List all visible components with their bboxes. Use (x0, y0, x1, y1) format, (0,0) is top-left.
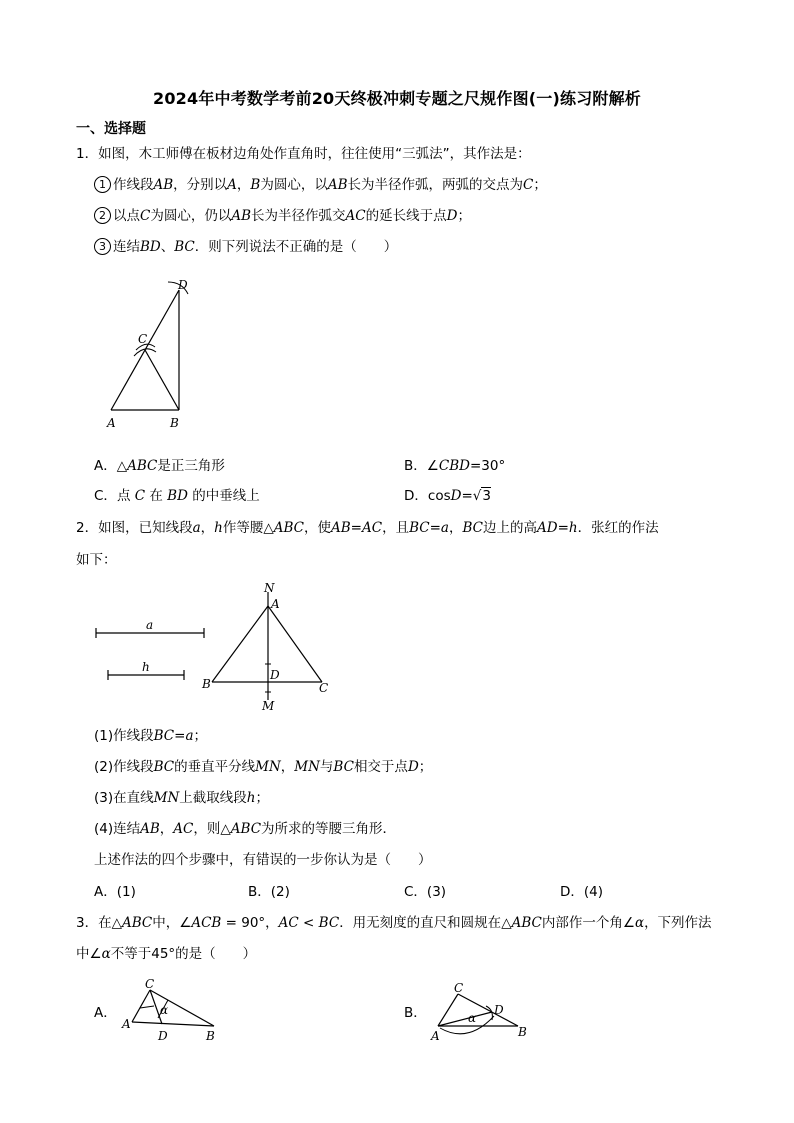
label-C: C (145, 977, 155, 991)
text: 连结 (113, 239, 140, 255)
text: 是正三角形 (157, 458, 225, 474)
q2-option-d[interactable]: D．(4) (560, 884, 604, 900)
text: 以点 (113, 208, 140, 224)
text: 作线段 (113, 728, 154, 744)
text: a (185, 728, 194, 744)
text: AB (231, 208, 252, 224)
text: ∠ (426, 458, 439, 474)
text: AC (361, 520, 383, 536)
label-A: A (122, 1017, 131, 1031)
option-key: D． (404, 488, 428, 504)
q3-option-b[interactable]: B． (404, 1005, 427, 1021)
text: B (250, 177, 261, 193)
text: ； (418, 759, 433, 775)
text: ABC (273, 520, 304, 536)
text: A (227, 177, 237, 193)
text: CBD (438, 458, 470, 474)
text: a (440, 520, 449, 536)
segment-AB (132, 1022, 214, 1026)
label-h: h (142, 660, 150, 674)
text: D (407, 759, 419, 775)
text: h (568, 520, 578, 536)
text: 内部作一个角∠ (541, 915, 635, 931)
text: ，分别以 (173, 177, 228, 193)
text: 连结 (113, 821, 141, 837)
step-marker: 1 (94, 176, 111, 193)
text: (3) (94, 790, 114, 806)
text: 的中垂线上 (187, 488, 260, 504)
text: △ABC (111, 915, 153, 931)
text: h (214, 520, 223, 536)
text: C (523, 177, 534, 193)
label-D: D (158, 1029, 168, 1043)
label-alpha: α (160, 1003, 169, 1017)
label-A: A (431, 1029, 440, 1043)
text: ．则下列说法不正确的是（ ） (194, 239, 398, 255)
text: D (446, 208, 458, 224)
label-B: B (170, 416, 179, 430)
page-title: 2024年中考数学考前20天终极冲刺专题之尺规作图(一)练习附解析 (152, 89, 642, 108)
text: ， (159, 821, 174, 837)
segment-AB (212, 606, 268, 682)
section-heading: 一、选择题 (76, 121, 146, 137)
text: cos (427, 488, 451, 504)
text: (2) (94, 759, 114, 775)
text: ．张红的作法 (577, 520, 659, 536)
text: BC (174, 239, 195, 255)
text: ； (457, 208, 471, 224)
label-C: C (319, 681, 329, 695)
label-B: B (202, 677, 211, 691)
text: 为圆心，仍以 (150, 208, 232, 224)
segment-AC (132, 990, 150, 1022)
text: 相交于点 (353, 759, 408, 775)
text: ， (280, 759, 295, 775)
option-key: B． (404, 458, 427, 474)
text: 在 (145, 488, 168, 504)
q1-step-2 (94, 206, 471, 226)
label-A: A (271, 597, 280, 611)
text: 作线段 (113, 759, 154, 775)
q3-number: 3． (76, 915, 99, 931)
label-D: D (494, 1003, 504, 1017)
text: △ (116, 458, 128, 474)
text: AB (140, 821, 160, 837)
text: α (101, 946, 111, 962)
text: BC (318, 915, 340, 931)
text: = (174, 728, 186, 744)
text: 如图，已知线段 (98, 520, 193, 536)
q3-figure-a (118, 978, 228, 1048)
text: BC (153, 728, 175, 744)
text: 上截取线段 (179, 790, 247, 806)
q1-stem-text: 如图，木工师傅在板材边角处作直角时，往往使用“三弧法”，其作法是： (98, 146, 531, 162)
text: ； (533, 177, 547, 193)
text: BD (167, 488, 188, 504)
q2-question: 上述作法的四个步骤中，有错误的一步你认为是（ ） (94, 852, 432, 868)
text: AB (327, 177, 348, 193)
text: ； (255, 790, 269, 806)
text: BC (462, 520, 483, 536)
q2-segments-figure (90, 615, 210, 695)
text: ，且 (382, 520, 410, 536)
text: AB (153, 177, 174, 193)
text: 在直线 (113, 790, 154, 806)
text: ACB (191, 915, 222, 931)
text: = 90°， (221, 915, 279, 931)
label-B: B (518, 1025, 527, 1039)
text: 中，∠ (152, 915, 192, 931)
text: AC (173, 821, 194, 837)
text: ，下列作法 (644, 915, 712, 931)
text: AC (345, 208, 366, 224)
q2-step-2 (94, 757, 432, 777)
text: ，使 (304, 520, 331, 536)
text: BC (409, 520, 430, 536)
q1-step-3 (94, 237, 397, 257)
q2-number: 2． (76, 520, 99, 536)
q1-option-d[interactable] (404, 486, 491, 506)
text: = (350, 520, 362, 536)
text: 与 (319, 759, 334, 775)
text: MN (153, 790, 180, 806)
text: = (557, 520, 569, 536)
text: = (429, 520, 441, 536)
text: MN (255, 759, 281, 775)
text: ； (193, 728, 208, 744)
text: = (461, 488, 473, 504)
q1-number: 1． (76, 146, 99, 162)
text: < (298, 915, 319, 931)
text: =30° (469, 458, 506, 474)
text: a (192, 520, 201, 536)
text: 作等腰△ (222, 520, 274, 536)
q3-figure-b (428, 980, 538, 1045)
text: 、 (160, 239, 175, 255)
text: ABC (230, 821, 262, 837)
label-B: B (206, 1029, 215, 1043)
text: ．用无刻度的直尺和圆规在 (339, 915, 502, 931)
text: AB (331, 520, 351, 536)
text: 的延长线于点 (365, 208, 447, 224)
text: ABC (127, 458, 158, 474)
text: α (634, 915, 645, 931)
label-C: C (138, 332, 148, 346)
q3-line-1 (76, 913, 712, 933)
text: 在 (98, 915, 112, 931)
option-key: C． (94, 488, 117, 504)
q1-figure (100, 270, 210, 435)
segment-BC (145, 350, 179, 410)
text: (4) (94, 821, 114, 837)
q1-option-b[interactable] (404, 456, 505, 476)
q2-triangle-figure (198, 582, 338, 712)
q1-option-a[interactable] (94, 456, 225, 476)
q2-line-1 (76, 518, 659, 538)
text: 中∠ (76, 946, 102, 962)
text: 的垂直平分线 (174, 759, 256, 775)
label-A: A (107, 416, 116, 430)
text: BD (140, 239, 161, 255)
text: (1) (94, 728, 114, 744)
text: △ABC (501, 915, 542, 931)
label-alpha: α (468, 1011, 477, 1025)
step-marker: 2 (94, 207, 111, 224)
q2-line-2: 如下： (76, 552, 117, 568)
label-D: D (270, 668, 280, 682)
text: 点 (116, 488, 135, 504)
text: 为圆心，以 (260, 177, 328, 193)
q1-option-c[interactable] (94, 486, 260, 506)
text: MN (294, 759, 320, 775)
option-key: A． (94, 458, 117, 474)
text: BC (153, 759, 175, 775)
text: 不等于45°的是（ ） (110, 946, 257, 962)
text: ， (200, 520, 215, 536)
q1-step-1 (94, 175, 547, 195)
text: ， (236, 177, 251, 193)
text: 长为半径作弧，两弧的交点为 (347, 177, 524, 193)
text: C (140, 208, 151, 224)
text: ， (448, 520, 463, 536)
text: 为所求的等腰三角形． (261, 821, 397, 837)
text: D (450, 488, 462, 504)
q2-step-4 (94, 819, 396, 839)
text: 作线段 (113, 177, 154, 193)
q2-option-c[interactable]: C．(3) (404, 884, 447, 900)
q2-step-3 (94, 788, 269, 808)
text: AD (536, 520, 558, 536)
text: BC (333, 759, 354, 775)
q3-line-2 (76, 944, 256, 964)
text: h (246, 790, 256, 806)
q2-option-b[interactable]: B．(2) (248, 884, 290, 900)
q1-stem (76, 144, 531, 164)
text: ，则△ (193, 821, 231, 837)
q3-option-a[interactable]: A． (94, 1005, 117, 1021)
label-C: C (454, 981, 464, 995)
q2-option-a[interactable]: A．(1) (94, 884, 136, 900)
text: C (134, 488, 146, 504)
label-a: a (146, 618, 154, 632)
construction-line (140, 1006, 154, 1008)
text: 长为半径作弧交 (251, 208, 346, 224)
q2-step-1 (94, 726, 207, 746)
step-marker: 3 (94, 238, 111, 255)
label-M: M (262, 699, 275, 713)
label-D: D (178, 278, 188, 292)
text: AC (278, 915, 299, 931)
sqrt-sign: √ (472, 488, 482, 504)
text: 边上的高 (482, 520, 537, 536)
sqrt-radicand: 3 (482, 488, 491, 504)
label-N: N (264, 581, 275, 595)
